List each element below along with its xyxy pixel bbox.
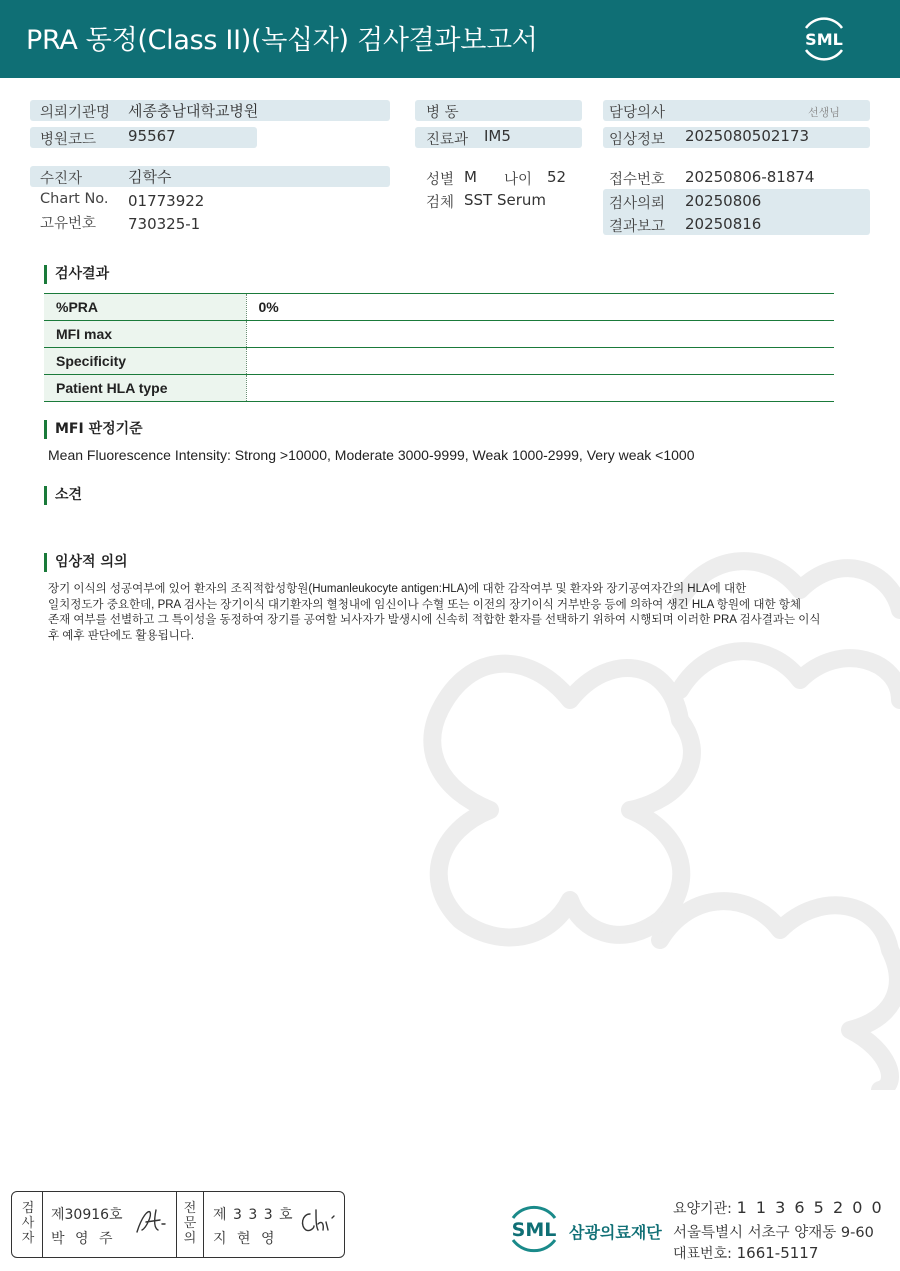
examiner-vertical-label: 검 사 자 [21, 1201, 35, 1246]
footer-address: 서울특별시 서초구 양재동 9-60 [673, 1225, 874, 1241]
signature-divider [203, 1192, 204, 1257]
specialist-name: 지 현 영 [213, 1231, 278, 1247]
ward-label: 병 동 [426, 105, 459, 121]
sml-logo-text: SML [805, 30, 843, 49]
receipt-label: 접수번호 [609, 172, 666, 188]
specialist-vertical-label: 전 문 의 [183, 1201, 197, 1246]
examiner-name: 박 영 주 [51, 1231, 116, 1247]
sex-value: M [464, 168, 477, 186]
result-section-title: 검사결과 [44, 265, 109, 284]
footer-phone-line [673, 1243, 818, 1263]
report-header [0, 0, 900, 78]
request-label: 검사의뢰 [609, 196, 666, 212]
signature-box [11, 1191, 345, 1258]
dept-value: IM5 [484, 127, 511, 145]
patient-pill [30, 166, 390, 187]
specimen-value: SST Serum [464, 191, 547, 209]
clinical-line: 후 예후 판단에도 활용됩니다. [48, 629, 195, 642]
hospcode-label: 병원코드 [40, 132, 97, 148]
unique-value: 730325-1 [128, 215, 201, 233]
result-value: 0% [246, 294, 834, 321]
sex-label: 성별 [426, 172, 455, 188]
result-value [246, 321, 834, 348]
dept-label: 진료과 [426, 132, 469, 148]
examiner-number: 제30916호 [51, 1207, 123, 1223]
sml-logo-icon [798, 14, 850, 64]
report-title: PRA 동정(Class II)(녹십자) 검사결과보고서 [26, 25, 538, 56]
footer-logo-text: SML [511, 1219, 557, 1241]
patient-label: 수진자 [40, 171, 83, 187]
table-row [44, 348, 834, 375]
signature-divider [42, 1192, 43, 1257]
clinical-text [48, 582, 848, 644]
footer-sml-logo-icon [503, 1200, 565, 1256]
receipt-value: 20250806-81874 [685, 168, 815, 186]
table-row [44, 375, 834, 402]
doctor-suffix: 선생님 [808, 106, 840, 119]
footer-code-value: 1 1 3 6 5 2 0 0 [736, 1198, 884, 1217]
age-label: 나이 [504, 172, 533, 188]
clinical-line: 장기 이식의 성공여부에 있어 환자의 조직적합성항원(Humanleukocyte antigen:HLA)에 대한 감작여부 및 환자와 장기공여자간의 HLA에 대한 [48, 583, 747, 595]
table-row [44, 294, 834, 321]
report-label: 결과보고 [609, 219, 666, 235]
result-value [246, 375, 834, 402]
request-value: 20250806 [685, 192, 762, 210]
clinical-section-title: 임상적 의의 [44, 553, 128, 572]
specialist-number: 제 3 3 3 호 [213, 1207, 294, 1223]
result-key: MFI max [44, 321, 246, 348]
result-key: %PRA [44, 294, 246, 321]
footer-phone-label: 대표번호: [673, 1246, 732, 1262]
hospital-value: 세종충남대학교병원 [128, 102, 259, 120]
patient-value: 김학수 [128, 168, 172, 186]
signature-divider [176, 1192, 177, 1257]
result-key: Specificity [44, 348, 246, 375]
result-table [44, 293, 834, 402]
chart-label: Chart No. [40, 191, 109, 207]
result-key: Patient HLA type [44, 375, 246, 402]
footer-code-line [673, 1198, 884, 1218]
footer-phone-value: 1661-5117 [736, 1244, 819, 1262]
footer-code-label: 요양기관: [673, 1201, 732, 1217]
opinion-section-title: 소견 [44, 486, 82, 505]
hospcode-value: 95567 [128, 127, 176, 145]
result-value [246, 348, 834, 375]
specimen-label: 검체 [426, 195, 455, 211]
examiner-signature-icon [134, 1206, 170, 1236]
clinical-label: 임상정보 [609, 132, 666, 148]
specialist-signature-icon [296, 1206, 336, 1236]
mfi-section-title: MFI 판정기준 [44, 420, 143, 439]
clinical-value: 2025080502173 [685, 127, 810, 145]
unique-label: 고유번호 [40, 216, 97, 232]
footer-org-name: 삼광의료재단 [569, 1223, 662, 1242]
age-value: 52 [547, 168, 567, 186]
doctor-label: 담당의사 [609, 105, 666, 121]
clinical-line: 일치정도가 중요한데, PRA 검사는 장기이식 대기환자의 혈청내에 임신이나 수혈 또는 이전의 장기이식 거부반응 등에 의하여 생긴 HLA 항원에 대한 항체 [48, 598, 801, 611]
mfi-criteria-text: Mean Fluorescence Intensity: Strong >10000, Moderate 3000-9999, Weak 1000-2999, Very weak <1000 [48, 447, 695, 463]
clinical-line: 존재 여부를 선별하고 그 특이성을 동정하여 장기를 공여할 뇌사자가 발생시에 신속히 적합한 환자를 선택하기 위하여 시행되며 이러한 PRA 검사결과는 이식 [48, 614, 821, 626]
table-row [44, 321, 834, 348]
hospital-label: 의뢰기관명 [40, 105, 111, 121]
report-value: 20250816 [685, 215, 762, 233]
chart-value: 01773922 [128, 192, 205, 210]
